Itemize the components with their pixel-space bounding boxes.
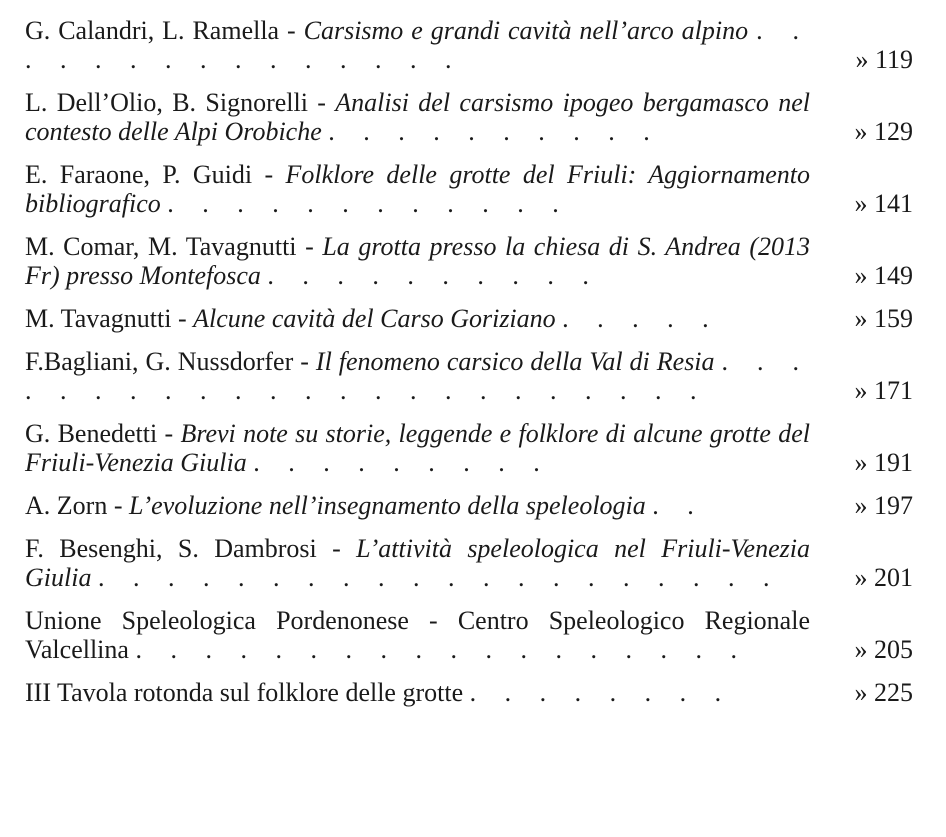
toc-entry	[25, 419, 913, 477]
toc-entry	[25, 16, 913, 74]
leader-dots: . .	[652, 491, 705, 520]
page-number: » 171	[854, 376, 913, 405]
entry-authors: G. Benedetti	[25, 419, 158, 448]
entry-authors: F.Bagliani, G. Nussdorfer	[25, 347, 294, 376]
toc-entry-text	[25, 232, 810, 290]
entry-title: Il fenomeno carsico della Val di Resia	[315, 347, 715, 376]
entry-authors: A. Zorn	[25, 491, 108, 520]
entry-title: Alcune cavità del Carso Goriziano	[193, 304, 556, 333]
toc-entry-text	[25, 491, 810, 520]
entry-separator: -	[171, 304, 194, 333]
toc-entry	[25, 678, 913, 707]
entry-authors: Unione Speleologica Pordenonese - Centro Speleologico Regionale Valcellina	[25, 606, 810, 664]
entry-separator: -	[307, 88, 336, 117]
toc-entry	[25, 534, 913, 592]
toc-entry	[25, 88, 913, 146]
entry-separator: -	[157, 419, 181, 448]
entry-title: Folklore delle grotte del Friuli: Aggiornamento bibliografico	[25, 160, 810, 218]
entry-authors: L. Dell’Olio, B. Signorelli	[25, 88, 308, 117]
entry-separator: -	[296, 232, 323, 261]
entry-authors: G. Calandri, L. Ramella	[25, 16, 280, 45]
page-number: » 205	[854, 635, 913, 664]
toc-entry-text	[25, 606, 810, 664]
leader-dots: . . . . . . . .	[469, 678, 733, 707]
page-number: » 201	[854, 563, 913, 592]
leader-dots: . . . . . . . . .	[253, 448, 551, 477]
entry-authors: E. Faraone, P. Guidi	[25, 160, 253, 189]
entry-separator: -	[107, 491, 129, 520]
entry-authors: III Tavola rotonda sul folklore delle grotte	[25, 678, 464, 707]
toc-entry-text	[25, 678, 810, 707]
toc-entry	[25, 491, 913, 520]
entry-title: Analisi del carsismo ipogeo bergamasco nel contesto delle Alpi Orobiche	[25, 88, 810, 146]
toc-entry-text	[25, 16, 810, 74]
entry-title: L’attività speleologica nel Friuli-Venezia Giulia	[25, 534, 810, 592]
toc-entry	[25, 232, 913, 290]
table-of-contents	[25, 16, 913, 721]
leader-dots: . . . . . . . . . . . . . . . . . .	[135, 635, 748, 664]
toc-entry	[25, 304, 913, 333]
page-number: » 119	[855, 45, 913, 74]
leader-dots: . . . . . . . . . . . . . . . . . . . .	[97, 563, 781, 592]
entry-separator: -	[293, 347, 316, 376]
toc-entry-text	[25, 304, 810, 333]
leader-dots: . . . . . . . . . .	[328, 117, 661, 146]
leader-dots: . . . . . . . . . . . .	[167, 189, 570, 218]
entry-authors: M. Comar, M. Tavagnutti	[25, 232, 297, 261]
entry-title: La grotta presso la chiesa di S. Andrea (2013 Fr) presso Montefosca	[25, 232, 810, 290]
toc-entry-text	[25, 534, 810, 592]
toc-entry-text	[25, 88, 810, 146]
page-number: » 149	[854, 261, 913, 290]
toc-entry	[25, 347, 913, 405]
entry-separator: -	[252, 160, 286, 189]
page-number: » 159	[854, 304, 913, 333]
leader-dots: . . . . .	[562, 304, 720, 333]
leader-dots: . . . . . . . . . . . . . . . . . . . . . . .	[25, 347, 811, 405]
entry-title: L’evoluzione nell’insegnamento della speleologia	[129, 491, 646, 520]
page-number: » 225	[854, 678, 913, 707]
page-number: » 197	[854, 491, 913, 520]
entry-title: Brevi note su storie, leggende e folklore di alcune grotte del Friuli-Venezia Giulia	[25, 419, 810, 477]
entry-authors: F. Besenghi, S. Dambrosi	[25, 534, 317, 563]
entry-authors: M. Tavagnutti	[25, 304, 172, 333]
toc-entry	[25, 606, 913, 664]
toc-entry	[25, 160, 913, 218]
entry-title: Carsismo e grandi cavità nell’arco alpino	[303, 16, 749, 45]
page-number: » 191	[854, 448, 913, 477]
leader-dots: . . . . . . . . . .	[267, 261, 600, 290]
leader-dots: . . . . . . . . . . . . . . .	[25, 16, 810, 74]
toc-entry-text	[25, 419, 810, 477]
toc-entry-text	[25, 347, 810, 405]
entry-separator: -	[316, 534, 357, 563]
toc-entry-text	[25, 160, 810, 218]
page-number: » 141	[854, 189, 913, 218]
page-number: » 129	[854, 117, 913, 146]
entry-separator: -	[279, 16, 304, 45]
